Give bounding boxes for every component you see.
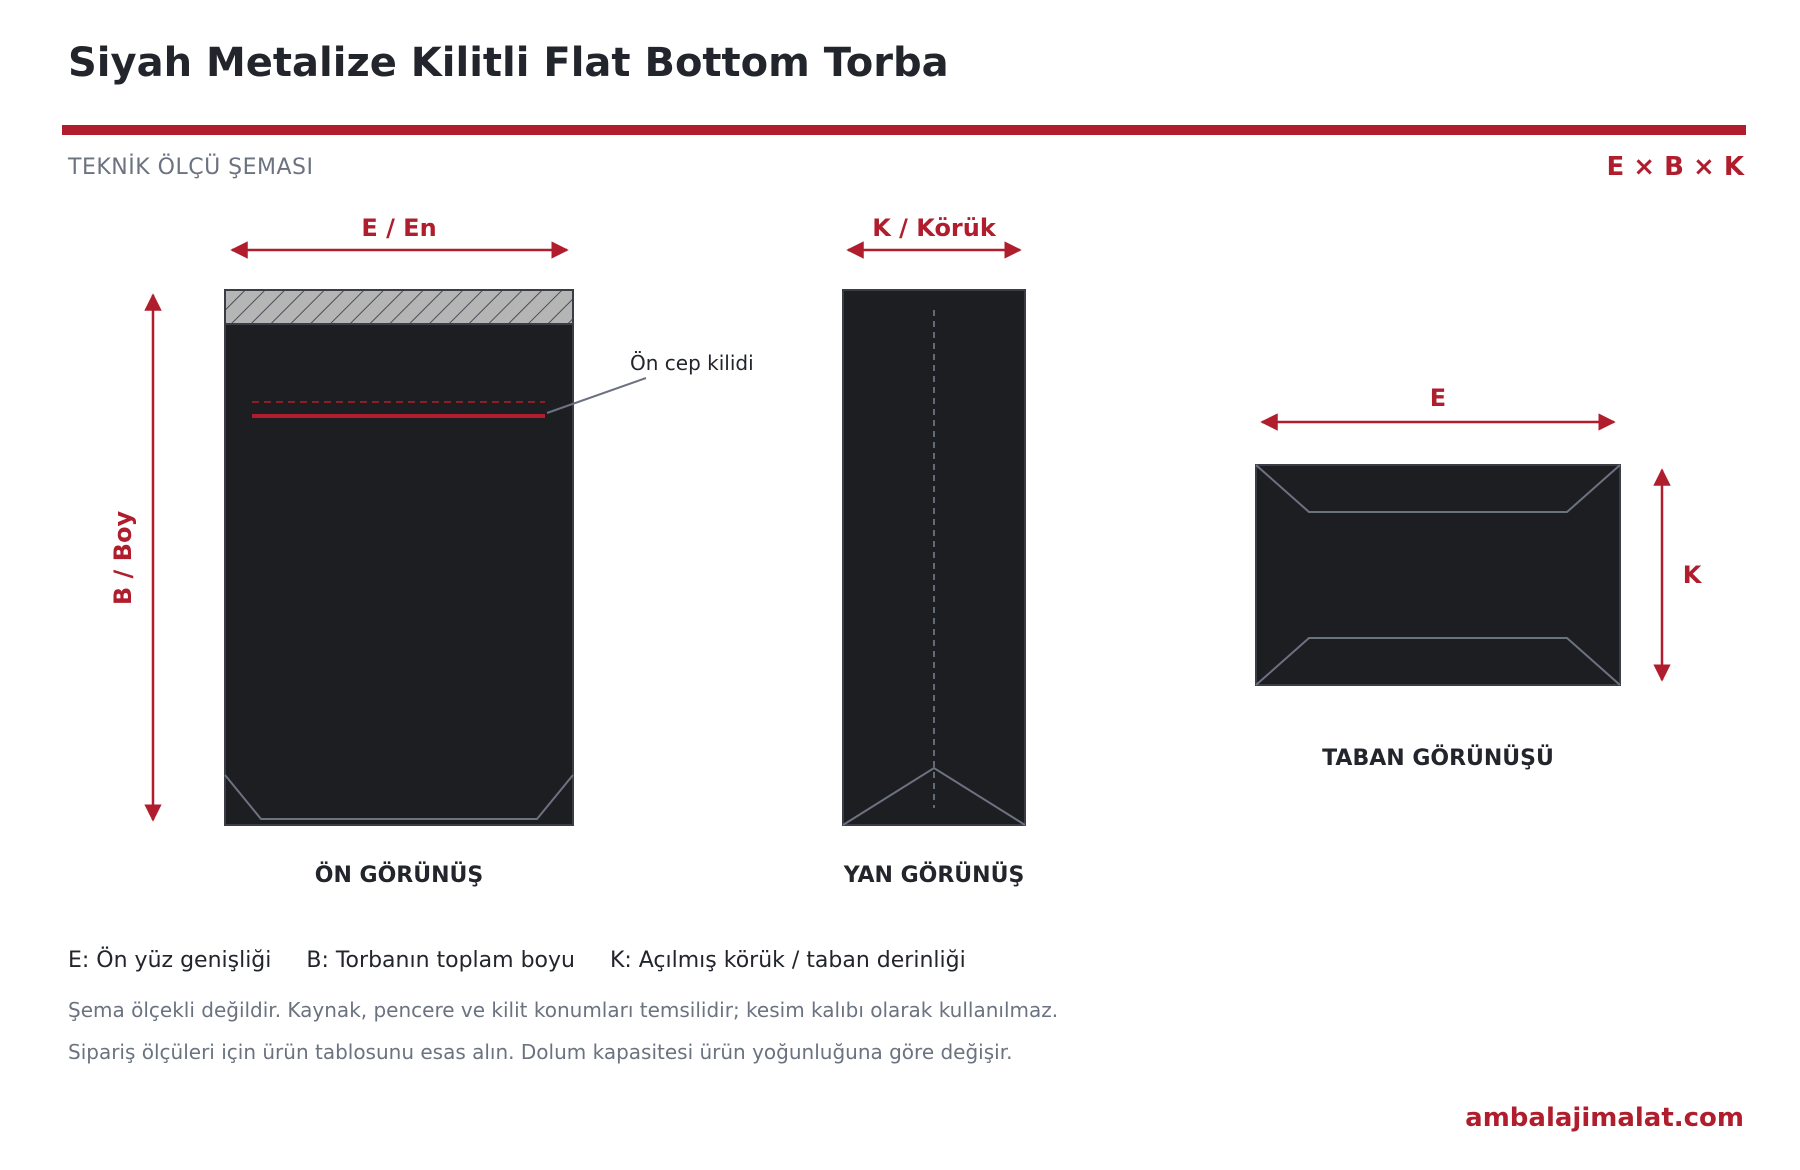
- website-link[interactable]: ambalajimalat.com: [1465, 1103, 1744, 1133]
- front-bag-body: [225, 290, 573, 825]
- legend-e: E: Ön yüz genişliği: [68, 948, 272, 973]
- bottom-height-label: K: [1682, 561, 1702, 589]
- dimension-legend: [68, 948, 966, 973]
- legend-b: B: Torbanın toplam boyu: [306, 948, 575, 973]
- callout-label: Ön cep kilidi: [630, 351, 754, 375]
- diagram-subtitle: TEKNİK ÖLÇÜ ŞEMASI: [68, 155, 314, 180]
- scale-note: Şema ölçekli değildir. Kaynak, pencere ve kilit konumları temsilidir; kesim kalıbı olarak kullanılmaz.: [68, 998, 1059, 1022]
- bottom-bag-body: [1256, 465, 1620, 685]
- front-view: [109, 214, 754, 888]
- front-view-caption: ÖN GÖRÜNÜŞ: [314, 863, 484, 888]
- bottom-view-caption: TABAN GÖRÜNÜŞÜ: [1322, 746, 1554, 771]
- side-view: [843, 214, 1025, 888]
- page-title: Siyah Metalize Kilitli Flat Bottom Torba: [68, 40, 949, 86]
- front-top-seal: [225, 290, 573, 324]
- bottom-view: [1256, 384, 1703, 771]
- order-note: Sipariş ölçüleri için ürün tablosunu esas alın. Dolum kapasitesi ürün yoğunluğuna göre değişir.: [68, 1040, 1013, 1064]
- dimension-formula: E × B × K: [1606, 152, 1744, 182]
- side-view-caption: YAN GÖRÜNÜŞ: [843, 863, 1025, 888]
- front-height-label: B / Boy: [109, 510, 137, 606]
- legend-k: K: Açılmış körük / taban derinliği: [609, 948, 966, 973]
- bottom-width-label: E: [1429, 384, 1447, 412]
- front-width-label: E / En: [361, 214, 437, 242]
- side-width-label: K / Körük: [872, 214, 996, 242]
